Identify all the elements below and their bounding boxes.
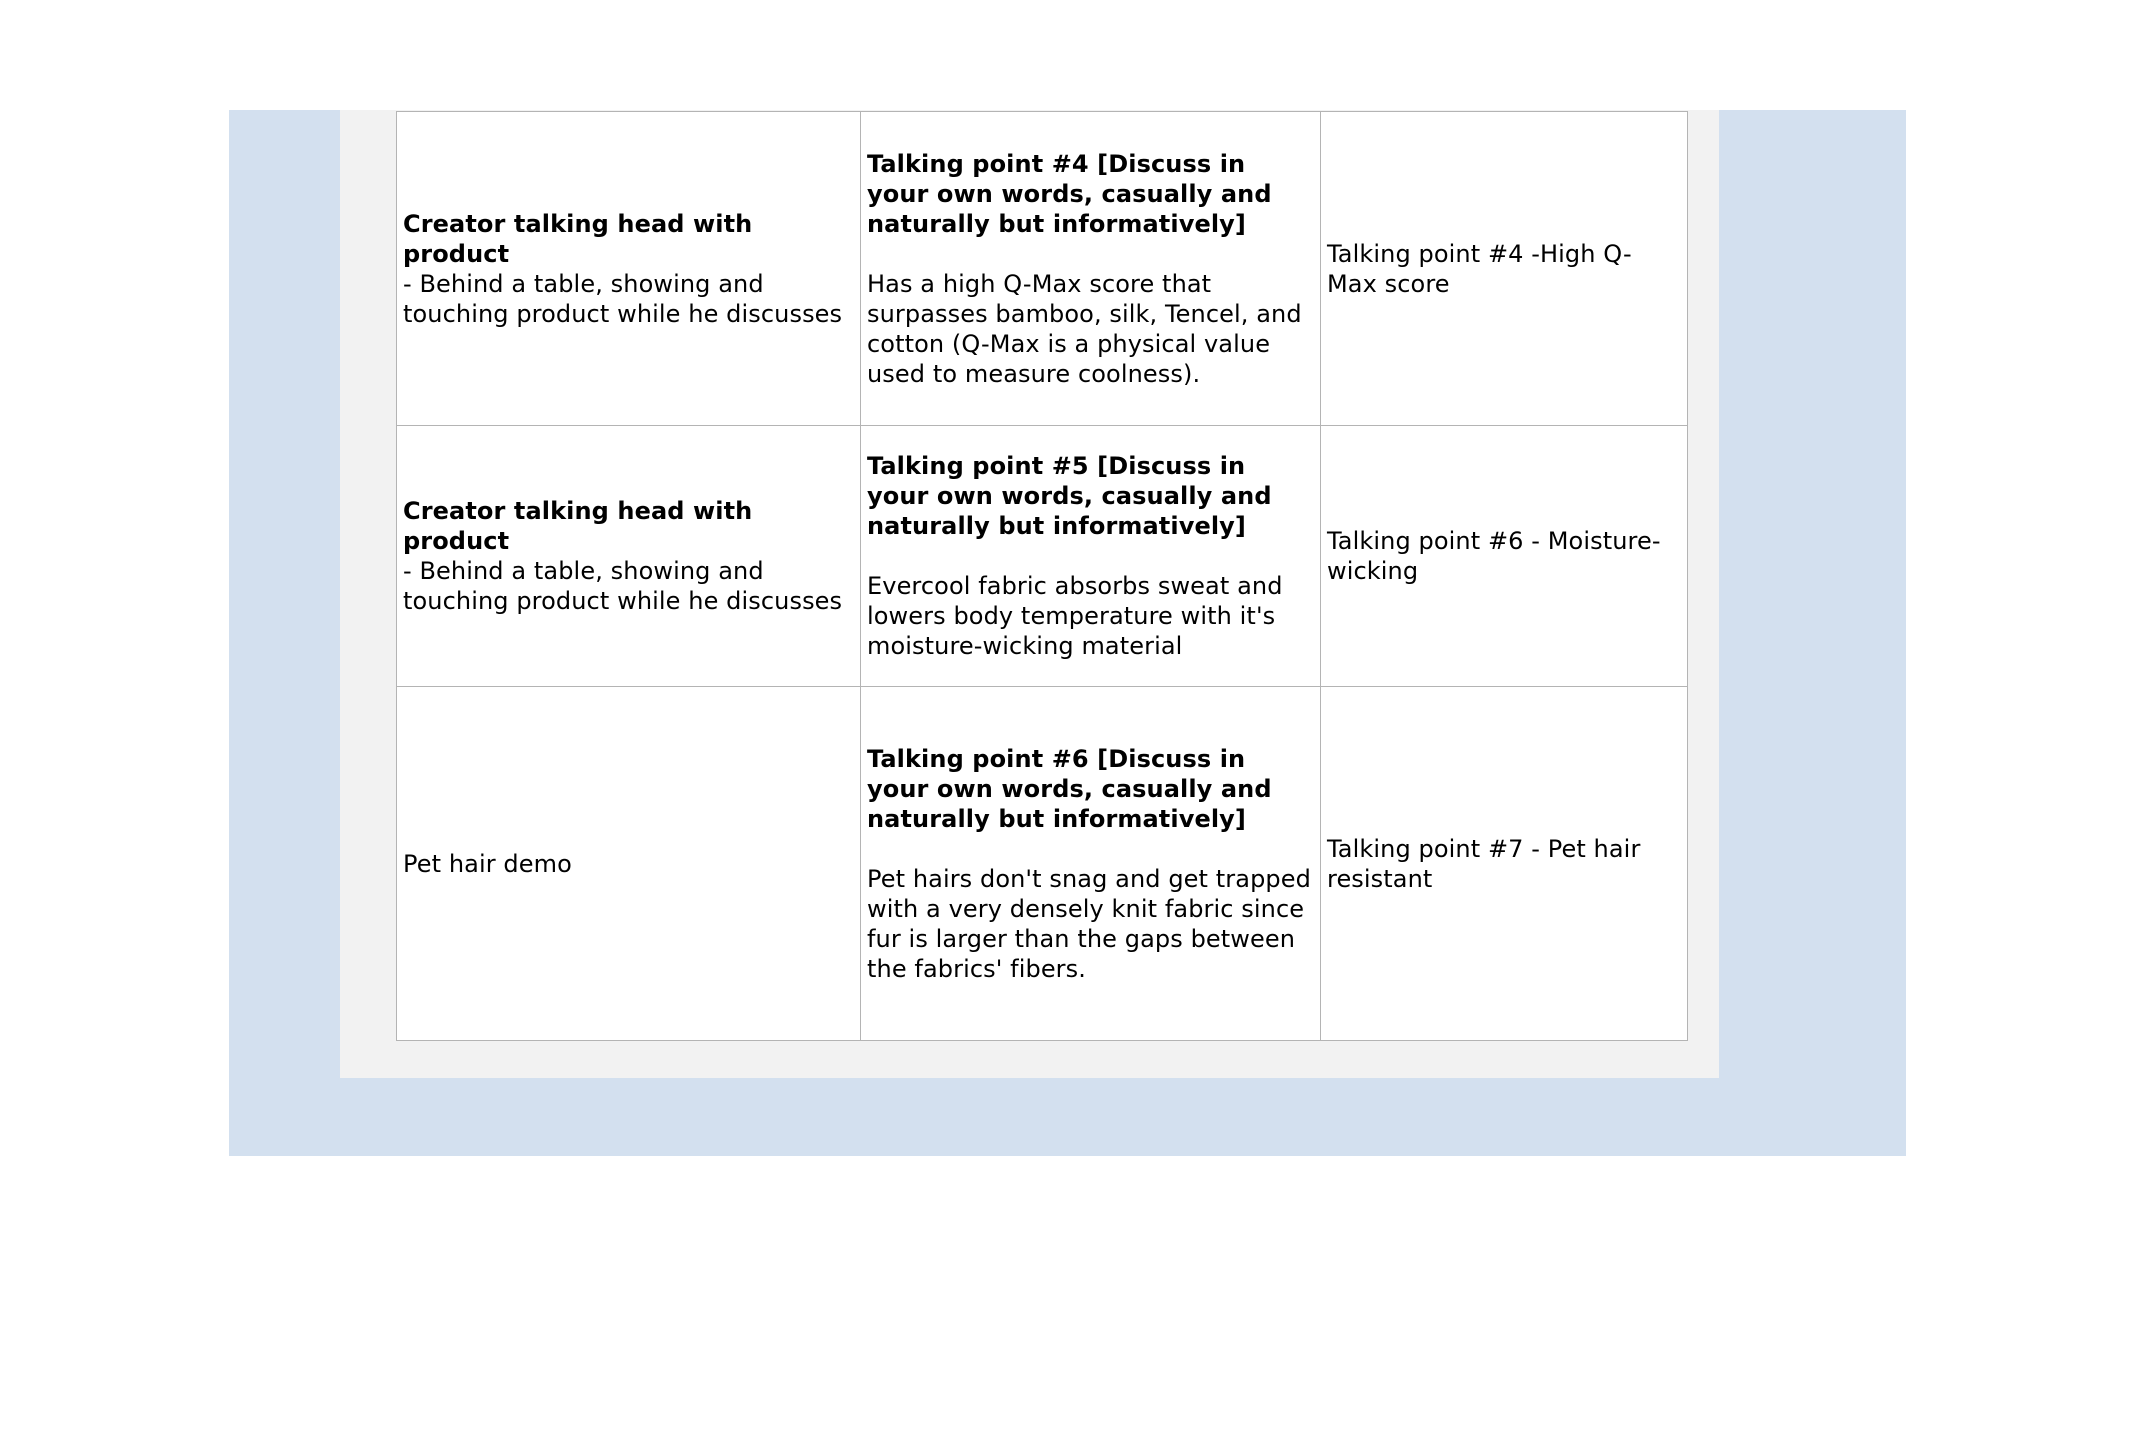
talking-point-body: Evercool fabric absorbs sweat and lowers body temperature with it's moisture-wicking material [867, 572, 1283, 660]
visual-title: Creator talking head with product [403, 497, 753, 555]
visual-cell[interactable] [397, 687, 861, 1041]
audio-cell[interactable] [861, 112, 1321, 426]
table-row [397, 687, 1688, 1041]
talking-point-heading: Talking point #6 [Discuss in your own words, casually and naturally but informatively] [867, 744, 1272, 833]
text-overlay-cell[interactable] [1321, 426, 1688, 687]
talking-point-heading: Talking point #4 [Discuss in your own words, casually and naturally but informatively] [867, 149, 1272, 238]
talking-point-heading: Talking point #5 [Discuss in your own words, casually and naturally but informatively] [867, 452, 1272, 540]
talking-point-body: Has a high Q-Max score that surpasses bamboo, silk, Tencel, and cotton (Q-Max is a physical value used to measure coolness). [867, 269, 1302, 388]
talking-point-body: Pet hairs don't snag and get trapped with a very densely knit fabric since fur is larger than the gaps between the fabrics' fibers. [867, 864, 1311, 983]
visual-cell[interactable] [397, 426, 861, 687]
text-overlay-cell[interactable] [1321, 112, 1688, 426]
visual-cell[interactable] [397, 112, 861, 426]
audio-cell[interactable] [861, 687, 1321, 1041]
paragraph-spacer [867, 239, 1314, 269]
audio-cell[interactable] [861, 426, 1321, 687]
visual-description: - Behind a table, showing and touching product while he discusses [403, 557, 843, 615]
visual-description: Pet hair demo [403, 849, 572, 878]
text-overlay: Talking point #7 - Pet hair resistant [1327, 834, 1641, 893]
paragraph-spacer [867, 834, 1314, 864]
table-row [397, 112, 1688, 426]
paragraph-spacer [867, 541, 1314, 571]
text-overlay: Talking point #6 - Moisture-wicking [1327, 527, 1661, 585]
visual-description: - Behind a table, showing and touching product while he discusses [403, 269, 843, 328]
text-overlay: Talking point #4 -High Q-Max score [1327, 239, 1632, 298]
text-overlay-cell[interactable] [1321, 687, 1688, 1041]
script-table [396, 111, 1688, 1041]
visual-title: Creator talking head with product [403, 209, 753, 268]
table-row [397, 426, 1688, 687]
